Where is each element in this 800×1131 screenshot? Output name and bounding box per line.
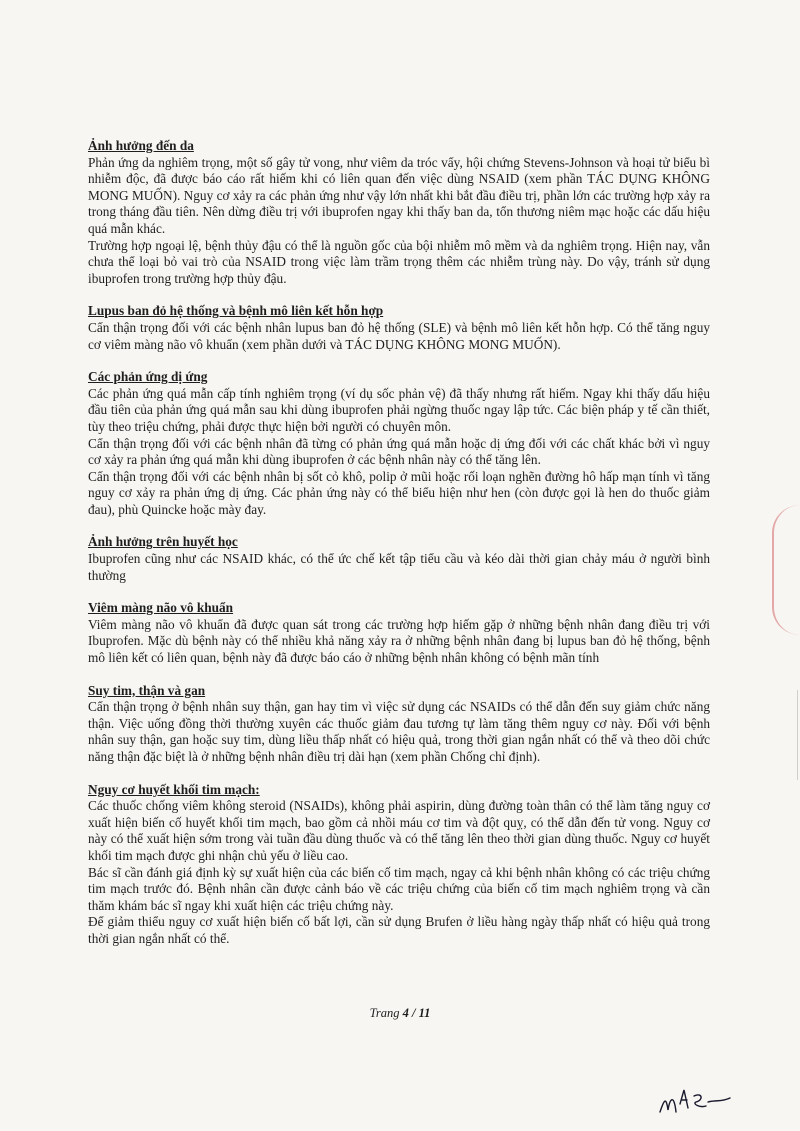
signature-mark [656,1086,736,1120]
paragraph: Cẩn thận trọng đối với các bệnh nhân bị sốt cỏ khô, polip ở mũi hoặc rối loạn nghẽn đường hô hấp mạn tính vì tăng nguy cơ xảy ra phản ứng dị ứng. Các phản ứng này có thể biểu hiện như hen (còn được gọi là hen do thuốc giảm đau), phù Quincke hoặc mày đay. [88,468,710,517]
section-heading: Lupus ban đỏ hệ thống và bệnh mô liên kết hỗn hợp [88,303,384,319]
page-total: 11 [418,1006,431,1020]
paragraph: Cẩn thận trọng ở bệnh nhân suy thận, gan hay tim vì việc sử dụng các NSAIDs có thể dẫn đến suy giảm chức năng thận. Việc uống đồng thời thường xuyên các thuốc giảm đau tương tự làm tăng thêm nguy cơ này. Đối với bệnh nhân suy thận, gan hoặc suy tim, dùng liều thấp nhất có hiệu quả, trong thời gian ngắn nhất có thể và theo dõi chức năng thận đặc biệt là ở những bệnh nhân điều trị dài hạn (xem phần Chống chỉ định). [88,699,710,764]
section-heading: Viêm màng não vô khuẩn [88,600,234,616]
section-heading: Các phản ứng dị ứng [88,369,208,385]
paragraph: Các phản ứng quá mẫn cấp tính nghiêm trọng (ví dụ sốc phản vệ) đã thấy nhưng rất hiếm. Ngay khi thấy dấu hiệu đầu tiên của phản ứng quá mẫn sau khi dùng ibuprofen phải ngừng thuốc ngay lập tức. Các biện pháp y tế cần thiết, tùy theo triệu chứng, phải được thực hiện bởi người có chuyên môn. [88,385,710,434]
paragraph: Bác sĩ cần đánh giá định kỳ sự xuất hiện của các biến cố tim mạch, ngay cả khi bệnh nhân không có các triệu chứng tim mạch trước đó. Bệnh nhân cần được cảnh báo về các triệu chứng của biến cố tim mạch nghiêm trọng và cần thăm khám bác sĩ ngay khi xuất hiện các triệu chứng này. [88,864,710,913]
page-label: Trang [369,1006,400,1020]
section-heading: Ảnh hưởng đến da [88,138,194,153]
paragraph: Phản ứng da nghiêm trọng, một số gây tử vong, như viêm da tróc vẩy, hội chứng Stevens-Johnson và hoại tử biểu bì nhiễm độc, đã được báo cáo rất hiếm khi có liên quan đến việc dùng NSAID (xem phần TÁC DỤNG KHÔNG MONG MUỐN). Nguy cơ xảy ra các phản ứng như vậy lớn nhất khi bắt đầu điều trị, phần lớn các trường hợp xảy ra trong tháng đầu tiên. Nên dừng điều trị với ibuprofen ngay khi thấy ban da, tổn thương niêm mạc hoặc các dấu hiệu quá mẫn khác. [88,154,710,236]
section-aseptic-meningitis [88,600,710,666]
section-skin-effects [88,138,710,287]
section-heading: Ảnh hưởng trên huyết học [88,534,238,550]
section-heart-kidney-liver [88,683,710,766]
paragraph: Ibuprofen cũng như các NSAID khác, có thể ức chế kết tập tiểu cầu và kéo dài thời gian chảy máu ở người bình thường [88,551,710,583]
page-footer: Trang 4 / 11 [369,1006,431,1020]
paragraph: Các thuốc chống viêm không steroid (NSAIDs), không phải aspirin, dùng đường toàn thân có thể làm tăng nguy cơ xuất hiện biến cố huyết khối tim mạch, bao gồm cả nhồi máu cơ tim và đột quỵ, có thể dẫn đến tử vong. Nguy cơ này có thể xuất hiện sớm trong vài tuần đầu dùng thuốc và có thể tăng lên theo thời gian dùng thuốc. Nguy cơ huyết khối tim mạch được ghi nhận chủ yếu ở liều cao. [88,798,710,863]
section-heading: Nguy cơ huyết khối tim mạch: [88,781,260,797]
stamp-edge [772,505,800,635]
paragraph: Trường hợp ngoại lệ, bệnh thủy đậu có thể là nguồn gốc của bội nhiễm mô mềm và da nghiêm trọng. Hiện nay, vẫn chưa thể loại bỏ vai trò của NSAID trong việc làm trầm trọng thêm các nhiễm trùng này. Do vậy, tránh sử dụng ibuprofen trong trường hợp thủy đậu. [88,237,710,286]
paragraph: Cẩn thận trọng đối với các bệnh nhân đã từng có phản ứng quá mẫn hoặc dị ứng đối với các chất khác bởi vì nguy cơ xảy ra phản ứng quá mẫn khi dùng ibuprofen ở các bệnh nhân này có thể tăng lên. [88,435,710,468]
section-lupus [88,303,710,353]
paragraph: Cẩn thận trọng đối với các bệnh nhân lupus ban đỏ hệ thống (SLE) và bệnh mô liên kết hỗn hợp. Có thể tăng nguy cơ viêm màng não vô khuẩn (xem phần dưới và TÁC DỤNG KHÔNG MONG MUỐN). [88,319,710,352]
scan-edge-marks [793,690,798,780]
section-heading: Suy tim, thận và gan [88,682,206,698]
section-allergic-reactions [88,369,710,518]
paragraph: Để giảm thiểu nguy cơ xuất hiện biến cố bất lợi, cần sử dụng Brufen ở liều hàng ngày thấp nhất có hiệu quả trong thời gian ngắn nhất có thể. [88,914,710,946]
paragraph: Viêm màng não vô khuẩn đã được quan sát trong các trường hợp hiếm gặp ở những bệnh nhân đang điều trị với Ibuprofen. Mặc dù bệnh này có thể nhiều khả năng xảy ra ở những bệnh nhân đang bị lupus ban đỏ hệ thống, bệnh mô liên kết có liên quan, bệnh này đã được báo cáo ở những bệnh nhân không có bệnh mãn tính [88,616,710,666]
page-number: 4 [402,1006,409,1020]
document-body [88,138,710,964]
section-cardiovascular-risk [88,782,710,948]
section-hematology [88,534,710,584]
